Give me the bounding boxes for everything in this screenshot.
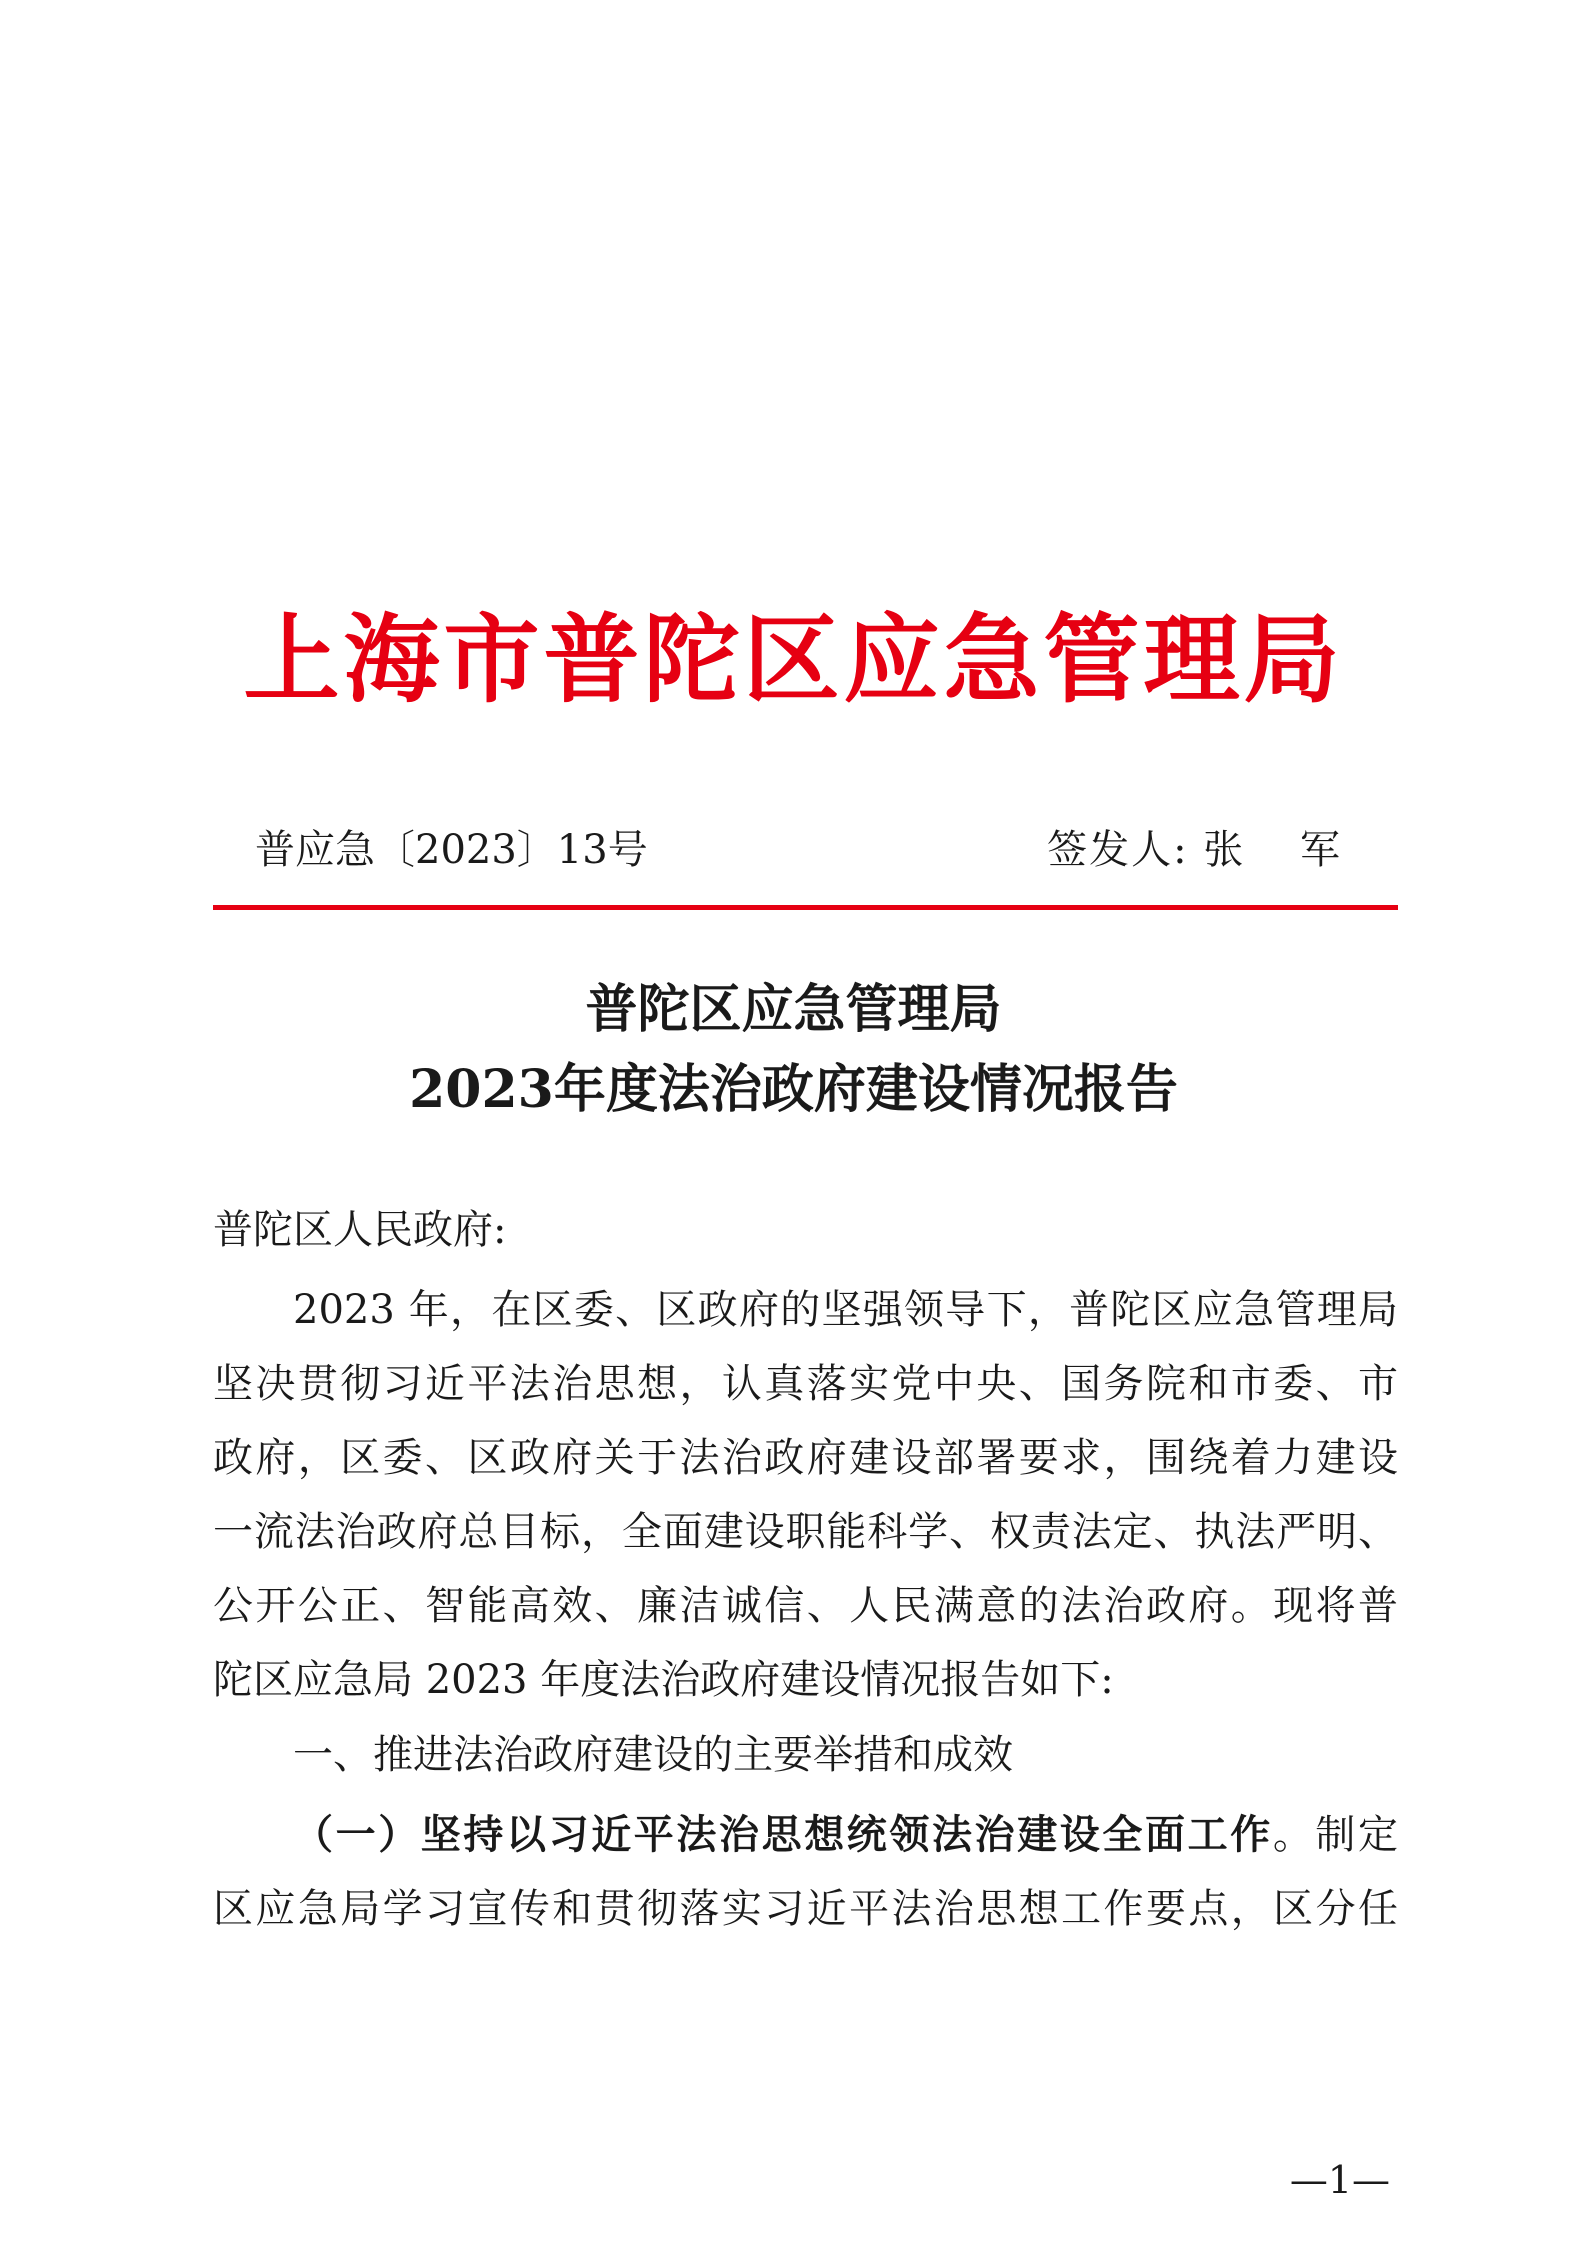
paragraph-line: 坚决贯彻习近平法治思想，认真落实党中央、国务院和市委、市 bbox=[213, 1361, 1398, 1407]
red-separator-rule bbox=[213, 905, 1398, 910]
document-number: 普应急〔2023〕13号 bbox=[255, 827, 648, 873]
salutation: 普陀区人民政府: bbox=[213, 1207, 507, 1253]
paragraph-line: 公开公正、智能高效、廉洁诚信、人民满意的法治政府。现将普 bbox=[213, 1583, 1398, 1629]
agency-masthead: 上海市普陀区应急管理局 bbox=[243, 603, 1344, 716]
page-number: —1— bbox=[1289, 2158, 1390, 2202]
section-heading-1: 一、推进法治政府建设的主要举措和成效 bbox=[293, 1732, 1013, 1778]
document-title-line-1: 普陀区应急管理局 bbox=[585, 979, 1002, 1040]
intro-paragraph bbox=[213, 1273, 1398, 1717]
subsection-1-heading: （一）坚持以习近平法治思想统领法治建设全面工作 bbox=[293, 1812, 1273, 1858]
paragraph-line: 2023 年，在区委、区政府的坚强领导下，普陀区应急管理局 bbox=[293, 1287, 1398, 1333]
paragraph-line: 一流法治政府总目标，全面建设职能科学、权责法定、执法严明、 bbox=[213, 1509, 1398, 1555]
paragraph-line bbox=[213, 1798, 1398, 1872]
signer-label: 签发人: bbox=[1047, 827, 1189, 873]
paragraph-line: 陀区应急局 2023 年度法治政府建设情况报告如下: bbox=[213, 1657, 1114, 1703]
document-title-line-2: 2023年度法治政府建设情况报告 bbox=[409, 1059, 1178, 1120]
paragraph-line: 政府，区委、区政府关于法治政府建设部署要求，围绕着力建设 bbox=[213, 1435, 1398, 1481]
subsection-1-paragraph bbox=[213, 1798, 1398, 1946]
paragraph-line: 区应急局学习宣传和贯彻落实习近平法治思想工作要点，区分任 bbox=[213, 1886, 1398, 1932]
subsection-1-tail: 。制定 bbox=[1272, 1812, 1399, 1858]
signer bbox=[1047, 820, 1362, 880]
signer-name: 张 军 bbox=[1203, 827, 1362, 873]
